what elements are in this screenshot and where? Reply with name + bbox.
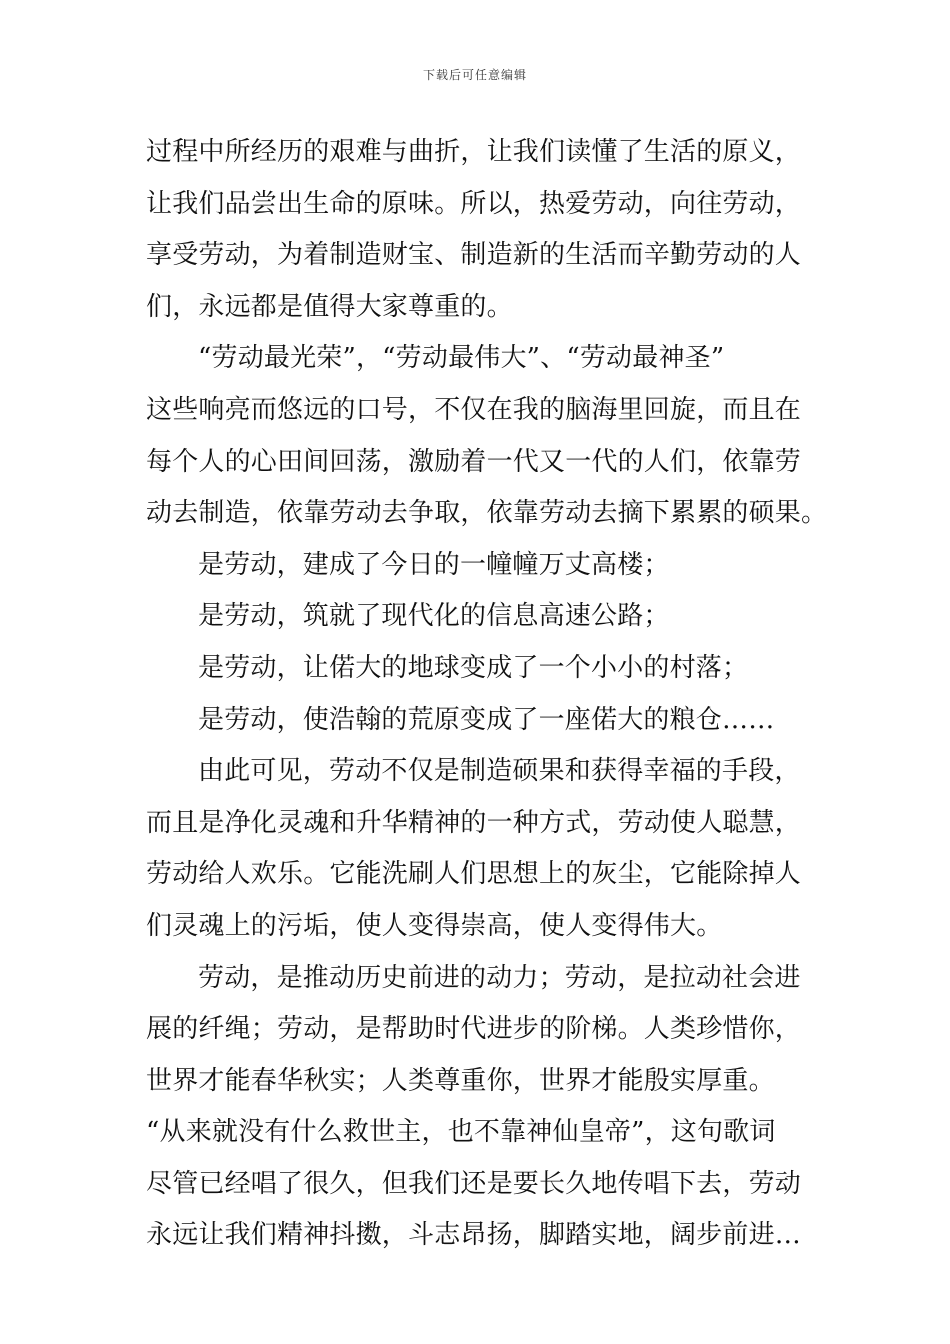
body-text [146,127,828,1262]
text-line: 这些响亮而悠远的口号，不仅在我的脑海里回旋，而且在 [146,394,802,425]
text-line: 永远让我们精神抖擞，斗志昂扬，脚踏实地，阔步前进… [146,1220,802,1251]
text-line: 让我们品尝出生命的原味。所以，热爱劳动，向往劳动， [146,188,802,219]
text-line: 是劳动，让偌大的地球变成了一个小小的村落； [198,652,749,683]
text-line: “劳动最光荣”，“劳动最伟大”、“劳动最神圣” [198,343,725,374]
text-line: 们，永远都是值得大家尊重的。 [146,291,513,322]
text-line: 享受劳动，为着制造财宝、制造新的生活而辛勤劳动的人 [146,240,802,271]
text-line: 是劳动，筑就了现代化的信息高速公路； [198,601,670,632]
text-line: 尽管已经唱了很久，但我们还是要长久地传唱下去，劳动 [146,1168,802,1199]
text-line: 们灵魂上的污垢，使人变得崇高，使人变得伟大。 [146,910,723,941]
text-line: 劳动给人欢乐。它能洗刷人们思想上的灰尘，它能除掉人 [146,859,802,890]
text-line: 过程中所经历的艰难与曲折，让我们读懂了生活的原义， [146,137,802,167]
text-line: 由此可见，劳动不仅是制造硕果和获得幸福的手段， [198,756,801,787]
header-note: 下载后可任意编辑 [422,68,527,82]
text-line: 而且是净化灵魂和升华精神的一种方式，劳动使人聪慧， [146,807,802,838]
text-line: 世界才能春华秋实；人类尊重你，世界才能殷实厚重。 [146,1065,775,1096]
text-line: 是劳动，建成了今日的一幢幢万丈高楼； [198,549,670,580]
text-line: 动去制造，依靠劳动去争取，依靠劳动去摘下累累的硕果。 [146,498,828,529]
text-line: 劳动，是推动历史前进的动力；劳动，是拉动社会进 [198,962,801,993]
text-line: 展的纤绳；劳动，是帮助时代进步的阶梯。人类珍惜你， [146,1014,802,1045]
text-line: “从来就没有什么救世主，也不靠神仙皇帝”，这句歌词 [146,1117,776,1148]
text-line: 是劳动，使浩翰的荒原变成了一座偌大的粮仓…… [198,704,775,735]
text-line: 每个人的心田间回荡，激励着一代又一代的人们，依靠劳 [146,446,802,477]
